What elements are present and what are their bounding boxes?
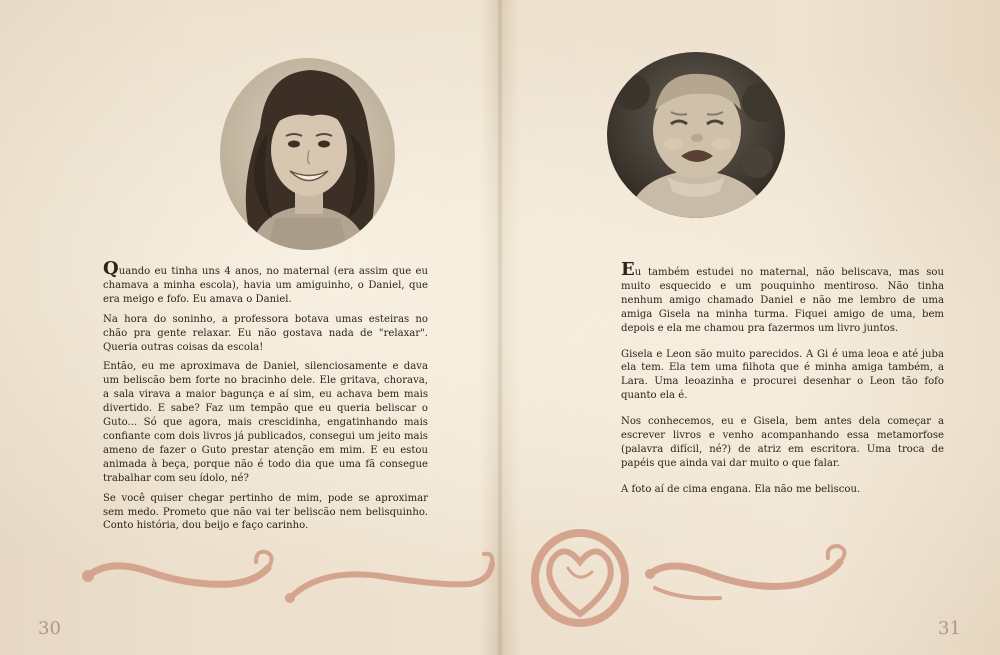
right-paragraph-1 <box>621 259 944 336</box>
left-paragraph-1-text: uando eu tinha uns 4 anos, no maternal (era assim que eu chamava a minha escola), havia um amiguinho, o Daniel, que era meigo e fofo. Eu amava o Daniel. <box>103 266 428 305</box>
crying-boy-portrait-photo <box>607 52 785 218</box>
right-paragraph-4: A foto aí de cima engana. Ela não me beliscou. <box>621 483 861 495</box>
right-paragraph-1-text: u também estudei no maternal, não beliscava, mas sou muito esquecido e um pouquinho mentiroso. Não tinha nenhum amigo chamado Daniel e não me lembro de uma amiga Gisela na minha turma. Fiquei amigo de uma, bem depois e ela me chamou pra fazermos um livro juntos. <box>621 267 944 334</box>
girl-portrait-photo <box>220 58 395 250</box>
right-paragraph-2: Gisela e Leon são muito parecidos. A Gi é uma leoa e até juba ela tem. Ela tem uma filhota que é minha amiga também, a Lara. Uma leoazinha e procurei desenhar o Leon tão fofo quanto ela é. <box>621 348 944 402</box>
heart-swirl-ornament <box>80 528 920 628</box>
left-paragraph-4: Se você quiser chegar pertinho de mim, pode se aproximar sem medo. Prometo que não vai ter beliscão nem belisquinho. Conto história, dou beijo e faço carinho. <box>103 492 428 532</box>
girl-photo-illustration <box>220 58 395 250</box>
right-drop-cap: E <box>621 259 635 280</box>
left-page-number: 30 <box>38 618 61 639</box>
right-page-text <box>621 259 944 509</box>
left-page-text <box>103 258 428 539</box>
left-paragraph-3: Então, eu me aproximava de Daniel, silenciosamente e dava um beliscão bem forte no bracinho dele. Ele gritava, chorava, a sala virava a maior bagunça e aí sim, eu achava bem mais divertido. E sabe? Faz um tempão que eu queria beliscar o Guto... Só que agora, mais crescidinha, engatinhando mais confiante com dois livros já publicados, consegui um jeito mais ameno de fazer o Guto prestar atenção em mim. E eu estou animada à beça, porque não é todo dia que uma fã consegue trabalhar com seu ídolo, né? <box>103 361 428 484</box>
boy-photo-illustration <box>607 52 785 218</box>
right-paragraph-3: Nos conhecemos, eu e Gisela, bem antes dela começar a escrever livros e venho acompanhando essa metamorfose (palavra difícil, né?) de atriz em escritora. Uma troca de papéis que ainda vai dar muito o que falar. <box>621 416 944 469</box>
left-drop-cap: Q <box>103 258 119 279</box>
right-page-number: 31 <box>938 618 961 639</box>
left-paragraph-1 <box>103 258 428 307</box>
left-paragraph-2: Na hora do soninho, a professora botava umas esteiras no chão pra gente relaxar. Eu não gostava nada de "relaxar". Queria outras coisas da escola! <box>103 313 428 353</box>
